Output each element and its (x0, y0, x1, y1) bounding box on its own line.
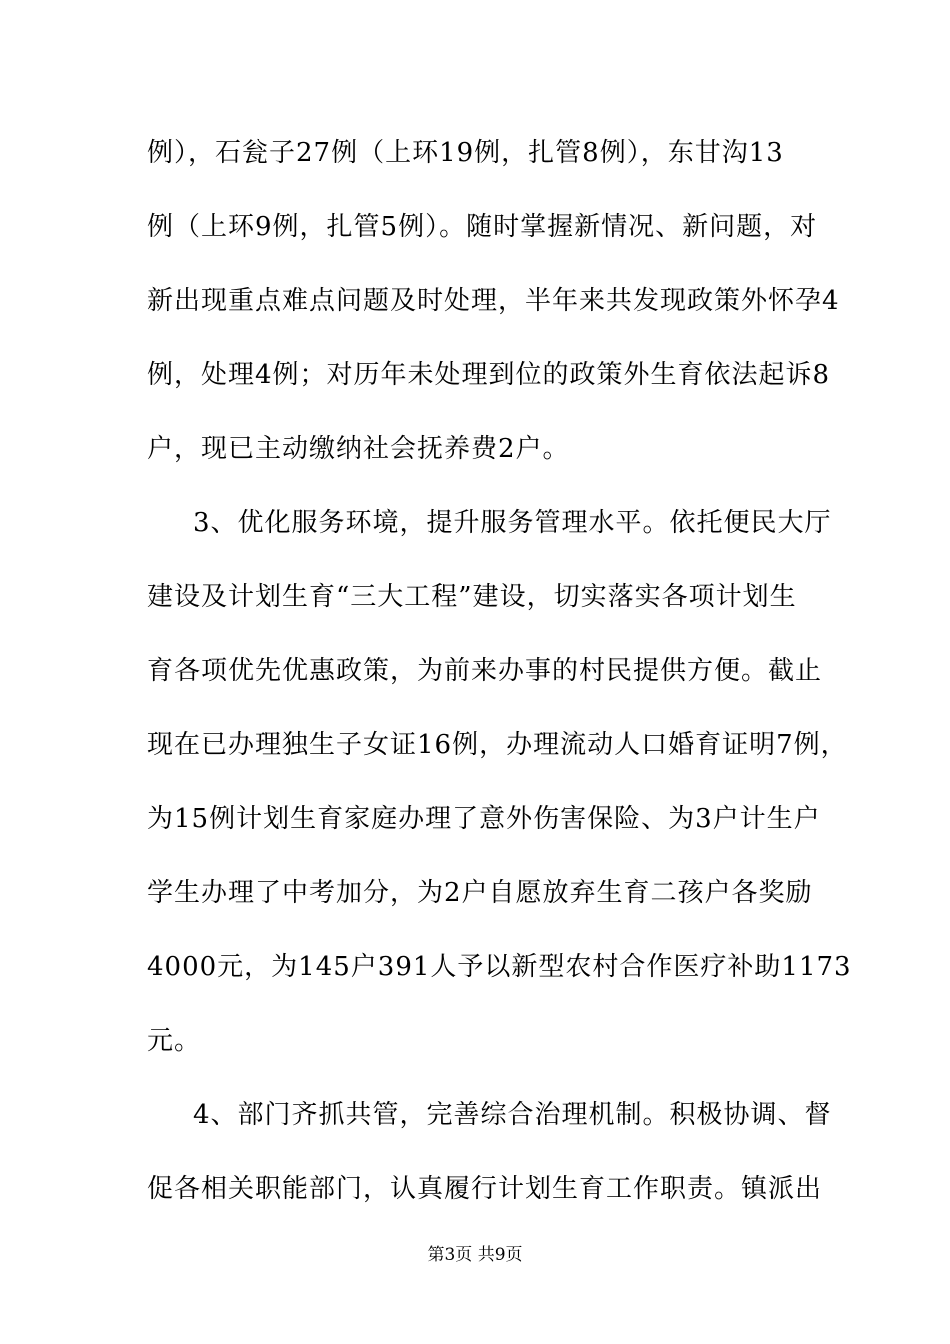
body-text-line: 例），石瓮子27例（上环19例，扎管8例），东甘沟13 (147, 138, 784, 168)
body-text-line: 新出现重点难点问题及时处理，半年来共发现政策外怀孕4 (147, 286, 840, 316)
body-text-line: 例（上环9例，扎管5例）。随时掌握新情况、新问题，对 (147, 212, 818, 242)
page-indicator: 第3页 共9页 (427, 1245, 523, 1265)
section-4-heading-line: 4、部门齐抓共管，完善综合治理机制。积极协调、督 (193, 1100, 832, 1130)
body-text-line: 4000元，为145户391人予以新型农村合作医疗补助1173 (147, 952, 852, 982)
body-text-line: 为15例计划生育家庭办理了意外伤害保险、为3户计生户 (147, 804, 821, 834)
body-text-line: 例，处理4例；对历年未处理到位的政策外生育依法起诉8 (147, 360, 831, 390)
body-text-line: 建设及计划生育“三大工程”建设，切实落实各项计划生 (147, 582, 797, 612)
body-text-line: 学生办理了中考加分，为2户自愿放弃生育二孩户各奖励 (147, 878, 813, 908)
section-3-heading-line: 3、优化服务环境，提升服务管理水平。依托便民大厅 (193, 508, 832, 538)
body-text-line: 促各相关职能部门，认真履行计划生育工作职责。镇派出 (147, 1174, 823, 1204)
body-text-line: 现在已办理独生子女证16例，办理流动人口婚育证明7例， (147, 730, 848, 760)
body-text-line: 育各项优先优惠政策，为前来办事的村民提供方便。截止 (147, 656, 823, 686)
body-text-line: 元。 (147, 1026, 202, 1056)
body-text-line: 户，现已主动缴纳社会抚养费2户。 (147, 434, 570, 464)
